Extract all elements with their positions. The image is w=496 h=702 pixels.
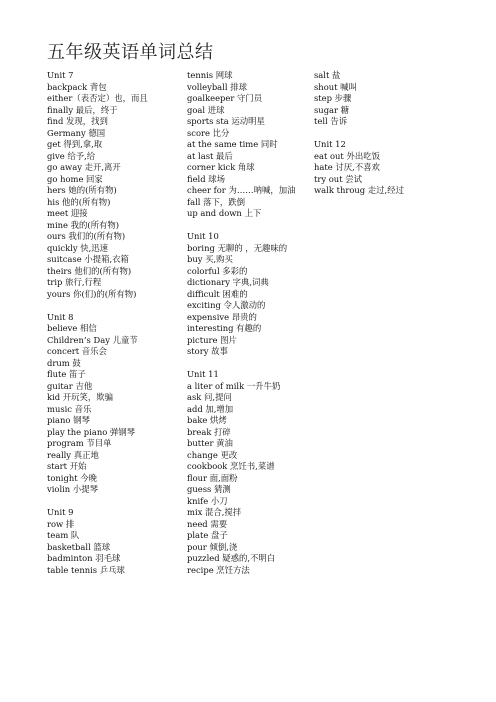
vocab-entry: bake 烘烤 — [187, 415, 227, 425]
vocab-entry: difficult 困难的 — [187, 288, 248, 299]
blank-line — [187, 358, 317, 370]
vocab-entry: play the piano 弹钢琴 — [47, 426, 136, 437]
vocab-entry: at last 最后 — [187, 150, 233, 161]
vocab-entry: picture 图片 — [187, 334, 237, 345]
vocab-entry: cookbook 烹饪书,菜谱 — [187, 461, 275, 471]
vocab-entry: program 节目单 — [47, 438, 112, 448]
vocab-entry: sugar 糖 — [314, 104, 350, 115]
vocab-entry: flour 面,面粉 — [187, 472, 238, 483]
vocab-entry: score 比分 — [187, 127, 230, 138]
vocab-entry: Germany 德国 — [47, 127, 106, 138]
vocab-entry: start 开始 — [47, 461, 87, 471]
vocab-entry: step 步骤 — [314, 93, 352, 103]
vocab-entry: tell 告诉 — [314, 116, 348, 126]
unit-heading: Unit 12 — [314, 139, 346, 149]
vocab-entry: badminton 羽毛球 — [47, 553, 121, 563]
vocab-entry: backpack 背包 — [47, 81, 107, 92]
vocab-entry: violin 小提琴 — [47, 484, 98, 494]
vocab-entry: find 发现，找到 — [47, 116, 108, 126]
vocab-entry: basketball 篮球 — [47, 541, 111, 552]
vocab-entry: cheer for 为……呐喊，加油 — [187, 185, 296, 195]
vocab-entry: try out 尝试 — [314, 173, 362, 184]
vocab-entry: guitar 吉他 — [47, 380, 93, 391]
vocab-entry: recipe 烹饪方法 — [187, 564, 250, 575]
vocab-entry: sports sta 运动明星 — [187, 116, 265, 126]
vocab-entry: field 球场 — [187, 173, 225, 184]
vocab-entry: really 真正地 — [47, 449, 99, 460]
vocab-entry: hers 她的(所有物) — [47, 185, 117, 195]
vocab-entry: table tennis 乒乓球 — [47, 564, 125, 575]
vocab-entry: eat out 外出吃饭 — [314, 150, 380, 161]
vocab-entry: pour 倾倒,浇 — [187, 541, 238, 552]
vocab-entry: go away 走开,离开 — [47, 162, 121, 172]
vocab-entry: hate 讨厌,不喜欢 — [314, 162, 380, 172]
vocab-entry: get 得到,拿,取 — [47, 139, 103, 149]
blank-line — [187, 220, 317, 232]
vocab-entry: walk throug 走过,经过 — [314, 185, 404, 195]
vocab-entry: tonight 今晚 — [47, 472, 98, 483]
vocab-entry: at the same time 同时 — [187, 139, 278, 149]
vocab-entry: interesting 有趣的 — [187, 323, 262, 333]
vocab-entry: meet 迎接 — [47, 208, 88, 218]
word-column-1 — [47, 70, 177, 576]
vocab-entry: up and down 上下 — [187, 208, 262, 218]
vocab-entry: corner kick 角球 — [187, 162, 255, 172]
blank-line — [314, 128, 474, 140]
vocab-entry: expensive 昂贵的 — [187, 311, 257, 322]
vocab-entry: his 他的(所有物) — [47, 196, 111, 207]
vocab-entry: row 排 — [47, 518, 75, 529]
vocab-entry: believe 相信 — [47, 323, 97, 333]
vocab-entry: volleyball 排球 — [187, 81, 247, 92]
vocab-entry: quickly 快,迅速 — [47, 242, 109, 253]
vocab-entry: butter 黄油 — [187, 438, 233, 448]
vocab-entry: fall 落下，跌倒 — [187, 196, 245, 207]
unit-heading: Unit 9 — [47, 507, 74, 517]
vocab-entry: add 加,增加 — [187, 403, 234, 414]
vocab-entry: knife 小刀 — [187, 495, 228, 506]
vocab-entry: story 故事 — [187, 346, 228, 356]
vocab-entry: concert 音乐会 — [47, 346, 107, 356]
vocab-entry: need 需要 — [187, 518, 228, 529]
vocab-entry: finally 最后，终于 — [47, 104, 118, 115]
vocab-entry: ours 我们的(所有物) — [47, 231, 126, 241]
vocab-entry: plate 盘子 — [187, 530, 228, 540]
vocab-entry: trip 旅行,行程 — [47, 277, 102, 287]
vocab-entry: go home 回家 — [47, 173, 103, 184]
vocab-entry: suitcase 小提箱,衣箱 — [47, 254, 129, 264]
vocab-entry: boring 无聊的 ，无趣味的 — [187, 242, 288, 253]
vocab-entry: mix 混合,搅拌 — [187, 507, 242, 517]
vocab-entry: music 音乐 — [47, 403, 92, 414]
vocab-entry: give 给予,给 — [47, 150, 96, 161]
vocab-entry: shout 喊叫 — [314, 81, 357, 92]
vocab-entry: mine 我的(所有物) — [47, 219, 120, 230]
vocab-entry: exciting 令人激动的 — [187, 300, 266, 310]
blank-line — [47, 496, 177, 508]
blank-line — [47, 300, 177, 312]
vocab-entry: ask 问,提问 — [187, 392, 232, 402]
vocab-entry: change 更改 — [187, 449, 238, 460]
vocab-entry: either（表否定）也，而且 — [47, 93, 148, 103]
vocab-entry: piano 钢琴 — [47, 415, 90, 425]
vocab-entry: flute 笛子 — [47, 369, 86, 379]
vocab-entry: kid 开玩笑，欺骗 — [47, 392, 114, 402]
vocab-entry: break 打碎 — [187, 426, 231, 437]
vocab-entry: puzzled 疑惑的,不明白 — [187, 553, 276, 563]
vocab-entry: salt 盐 — [314, 70, 341, 80]
vocab-entry: theirs 他们的(所有物) — [47, 265, 132, 276]
vocab-entry: dictionary 字典,词典 — [187, 277, 269, 287]
vocab-entry: buy 买,购买 — [187, 254, 233, 264]
word-column-3 — [314, 70, 474, 197]
vocab-entry: yours 你(们)的(所有物) — [47, 288, 137, 299]
word-column-2 — [187, 70, 317, 576]
vocab-entry: tennis 网球 — [187, 70, 233, 80]
unit-heading: Unit 10 — [187, 231, 219, 241]
vocab-entry: a liter of milk 一升牛奶 — [187, 380, 281, 391]
vocab-entry: team 队 — [47, 530, 80, 540]
vocab-entry: drum 鼓 — [47, 357, 81, 368]
unit-heading: Unit 8 — [47, 311, 74, 322]
vocab-entry: Children’s Day 儿童节 — [47, 334, 138, 345]
vocab-entry: colorful 多彩的 — [187, 265, 248, 276]
vocab-entry: goalkeeper 守门员 — [187, 93, 263, 103]
unit-heading: Unit 11 — [187, 369, 219, 379]
vocab-entry: guess 猜测 — [187, 484, 231, 494]
unit-heading: Unit 7 — [47, 70, 74, 80]
page-title: 五年级英语单词总结 — [47, 42, 214, 63]
vocab-entry: goal 进球 — [187, 104, 225, 115]
